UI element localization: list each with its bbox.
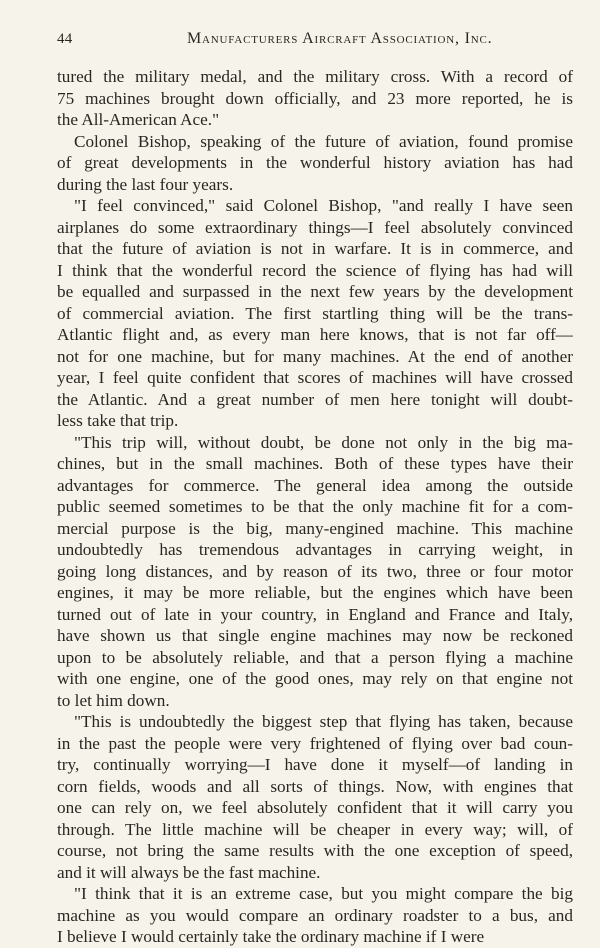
text-line: the Atlantic. And a great number of men here tonight will doubt- xyxy=(57,389,573,409)
text-line: I think that the wonderful record the science of flying has had will xyxy=(57,260,573,280)
text-line: turned out of late in your country, in England and France and Italy, xyxy=(57,604,573,624)
body-text xyxy=(57,66,573,948)
text-line: the All-American Ace." xyxy=(57,110,220,129)
paragraph xyxy=(57,66,573,131)
text-line: tured the military medal, and the military cross. With a record of xyxy=(57,67,573,86)
text-line: Atlantic flight and, as every man here knows, that is not far off— xyxy=(57,325,573,344)
paragraph xyxy=(57,883,573,948)
text-line: have shown us that single engine machines may now be reckoned xyxy=(57,626,573,645)
text-line: undoubtedly has tremendous advantages in carrying weight, in xyxy=(57,540,573,559)
text-line: course, not bring the same results with the one exception of speed, xyxy=(57,841,573,860)
text-line: not for one machine, but for many machines. At the end of another xyxy=(57,346,573,366)
text-line: be equalled and surpassed in the next few years by the development xyxy=(57,282,573,301)
text-line: in the past the people were very frightened of flying over bad coun- xyxy=(57,733,573,753)
text-line: during the last four years. xyxy=(57,174,234,194)
text-line: chines, but in the small machines. Both of these types have their xyxy=(57,454,573,473)
text-line: "I feel convinced," said Colonel Bishop, "and really I have seen xyxy=(74,196,573,215)
text-line: airplanes do some extraordinary things—I feel absolutely convinced xyxy=(57,217,573,237)
text-line: "This trip will, without doubt, be done not only in the big ma- xyxy=(74,432,573,452)
text-line: with one engine, one of the good ones, may rely on that engine not xyxy=(57,669,573,688)
text-line: advantages for commerce. The general idea among the outside xyxy=(57,475,573,495)
running-title: Manufacturers Aircraft Association, Inc. xyxy=(187,30,493,47)
text-line: try, continually worrying—I have done it myself—of landing in xyxy=(57,755,573,774)
text-line: machine as you would compare an ordinary roadster to a bus, and xyxy=(57,905,573,925)
text-line: less take that trip. xyxy=(57,411,179,430)
text-line: and it will always be the fast machine. xyxy=(57,862,321,882)
text-line: 75 machines brought down officially, and 23 more reported, he is xyxy=(57,88,573,108)
text-line: going long distances, and by reason of its two, three or four motor xyxy=(57,561,573,581)
text-line: public seemed sometimes to be that the only machine fit for a com- xyxy=(57,497,573,516)
text-line: of commercial aviation. The first startling thing will be the trans- xyxy=(57,303,573,323)
text-line: of great developments in the wonderful history aviation has had xyxy=(57,153,573,172)
paragraph xyxy=(57,432,573,712)
paragraph xyxy=(57,195,573,432)
text-line: one can rely on, we feel absolutely confident that it will carry you xyxy=(57,798,573,817)
text-line: through. The little machine will be cheaper in every way; will, of xyxy=(57,819,573,839)
text-line: year, I feel quite confident that scores of machines will have crossed xyxy=(57,368,573,387)
paragraph xyxy=(57,711,573,883)
text-line: that the future of aviation is not in warfare. It is in commerce, and xyxy=(57,239,573,258)
text-line: "I think that it is an extreme case, but you might compare the big xyxy=(74,884,573,903)
text-line: I believe I would certainly take the ordinary machine if I were xyxy=(57,927,485,946)
text-line: "This is undoubtedly the biggest step that flying has taken, because xyxy=(74,712,573,731)
paragraph xyxy=(57,131,573,196)
text-line: Colonel Bishop, speaking of the future of aviation, found promise xyxy=(74,131,573,151)
page-header xyxy=(57,30,573,60)
text-line: upon to be absolutely reliable, and that a person flying a machine xyxy=(57,647,573,667)
page-number: 44 xyxy=(57,31,73,47)
text-line: engines, it may be more reliable, but the engines which have been xyxy=(57,583,573,602)
text-line: to let him down. xyxy=(57,690,170,710)
text-line: mercial purpose is the big, many-engined machine. This machine xyxy=(57,518,573,538)
text-line: corn fields, woods and all sorts of things. Now, with engines that xyxy=(57,776,573,796)
